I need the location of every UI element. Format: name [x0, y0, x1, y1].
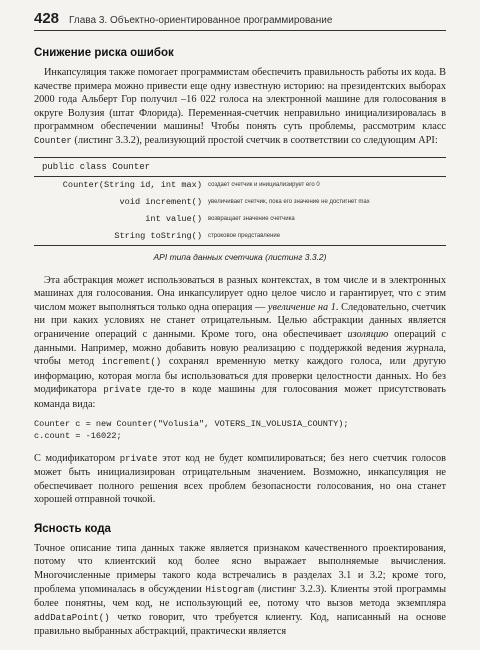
paragraph-private-modifier: С модификатором private этот код не будет компилироваться; без него счетчик голосов может быть инициализирован отрицательным значением. Возможно, инкапсуляция не обеспечивает полного решения всех проблем безопасности голосования, но она станет хорошей отправной точкой. — [34, 452, 446, 506]
api-row — [34, 194, 446, 211]
section-heading-clarity: Ясность кода — [34, 522, 111, 535]
section-heading-error-risk: Снижение риска ошибок — [34, 47, 174, 59]
chapter-title: Глава 3. Объектно-ориентированное программирование — [69, 15, 333, 26]
inline-code-counter: Counter — [34, 135, 72, 146]
page-number: 428 — [34, 10, 60, 27]
api-signature: String toString() — [114, 231, 202, 242]
api-signature: Counter(String id, int max) — [62, 180, 202, 191]
api-description: строковое представление — [208, 233, 281, 240]
api-description: создает счетчик и инициализирует его 0 — [208, 182, 320, 189]
api-table — [34, 157, 446, 246]
inline-code-private: private — [103, 385, 142, 396]
api-description: возвращает значение счетчика — [208, 216, 295, 223]
api-row — [34, 177, 446, 194]
inline-code-adddatapoint: addDataPoint() — [34, 612, 110, 623]
api-signature: void increment() — [119, 197, 202, 208]
api-signature: int value() — [145, 214, 202, 225]
inline-code-increment: increment() — [101, 357, 162, 368]
api-row — [34, 211, 446, 228]
emphasis-increment: увеличение на 1 — [267, 301, 336, 313]
emphasis-isolation: изоляцию — [347, 328, 389, 340]
inline-code-histogram: Histogram — [205, 584, 255, 595]
api-row — [34, 228, 446, 245]
running-head — [34, 10, 446, 31]
api-description: увеличивает счетчик, пока его значение не достигнет max — [208, 199, 370, 206]
inline-code-private: private — [119, 453, 158, 464]
code-block: Counter c = new Counter("Volusia", VOTERS_IN_VOLUSIA_COUNTY); c.count = -16022; — [34, 418, 349, 441]
paragraph-abstraction: Эта абстракция может использоваться в разных контекстах, в том числе и в электронных машинах для голосования. Она инкапсулирует одно целое число и гарантирует, что с этим числом может выполняться только одна операция — увеличение на 1. Следовательно, счетчик ни при каких условиях не станет отрицательным. Целью абстракции данных является ограничение операций с данными. Кроме того, она обеспечивает изоляцию операций с данными. Например, можно добавить новую реализацию с поддержкой ведения журнала, чтобы метод increment() сохранял временную метку каждого голоса, или другую информацию, которая могла бы использоваться для проверки целостности данных. Но без модификатора private где-то в коде машины для голосования может присутствовать команда вида: — [34, 274, 446, 410]
api-class-header: public class Counter — [34, 158, 446, 177]
api-caption: API типа данных счетчика (листинг 3.3.2) — [153, 251, 327, 262]
paragraph-clarity: Точное описание типа данных также является признаком качественного проектирования, потому что клиентский код более ясно выражает выполняемые вычисления. Многочисленные примеры такого кода встречались в разделах 3.1 и 3.2; кроме того, проблема упоминалась в обсуждении Histogram (листинг 3.2.3). Клиенты этой программы более понятны, чем код, не использующий ее, потому что вызов метода экземпляра addDataPoint() четко говорит, что требуется клиенту. Код, написанный на основе правильно выбранных абстракций, практически является — [34, 542, 446, 638]
paragraph-encapsulation: Инкапсуляция также помогает программистам обеспечить правильность работы их кода. В качестве примера можно привести еще одну известную историю: на президентских выборах 2000 года Альберт Гор получил –16 022 голоса на электронной машине для голосования в округе Волузия (штат Флорида). Переменная-счетчик неправильно инициализировалась в программном обеспечении машины! Чтобы понять суть проблемы, рассмотрим класс Counter (листинг 3.3.2), реализующий простой счетчик в соответствии со следующим API: — [34, 67, 446, 146]
